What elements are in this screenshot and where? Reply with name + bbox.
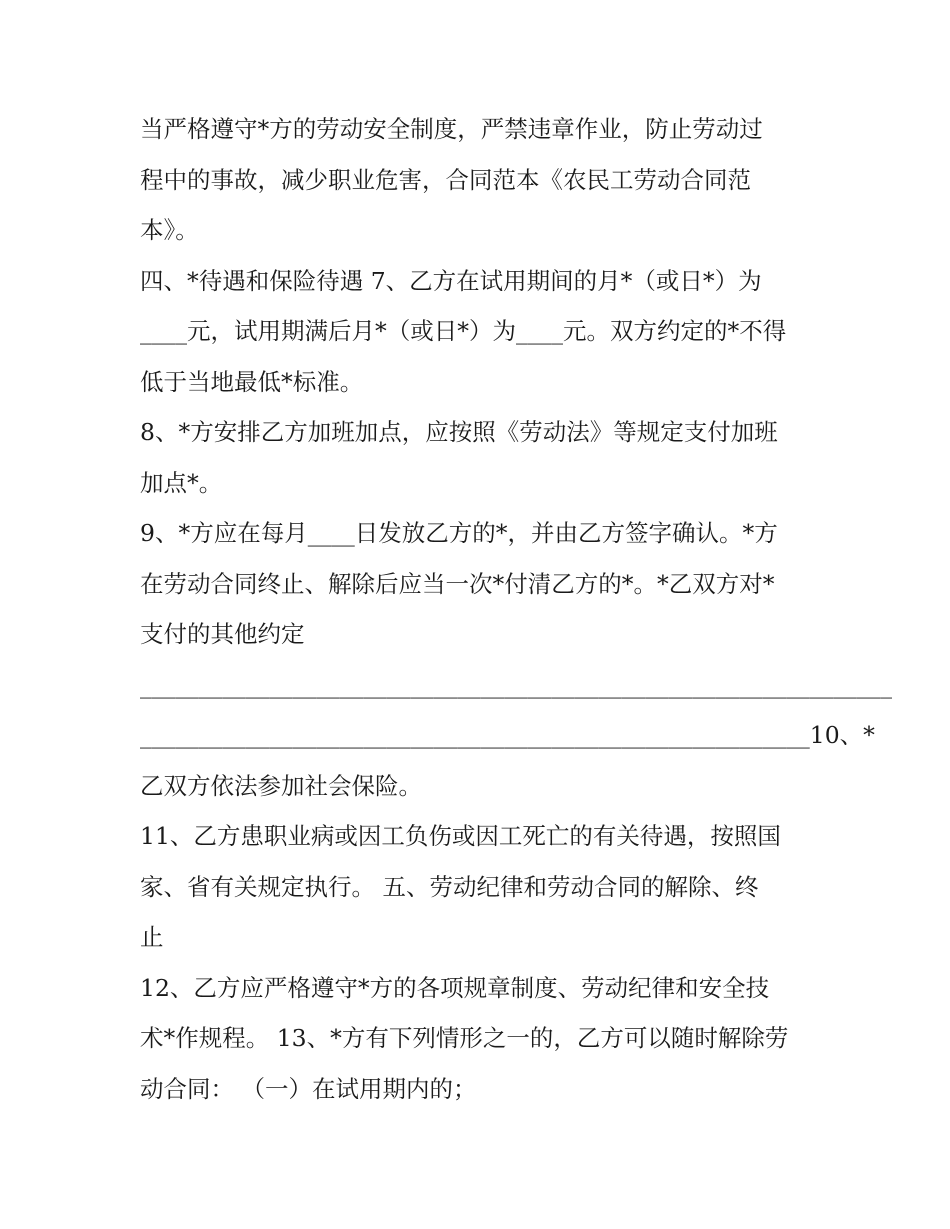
contract-text-body	[140, 104, 892, 1114]
text-line: 低于当地最低*标准。	[140, 367, 364, 396]
text-line: 加点*。	[140, 468, 223, 497]
text-line: 8、*方安排乙方加班加点，应按照《劳动法》等规定支付加班	[140, 418, 778, 446]
text-line: 术*作规程。 13、*方有下列情形之一的，乙方可以随时解除劳	[140, 1024, 789, 1052]
text-line: 乙双方依法参加社会保险。	[140, 771, 422, 800]
text-line: 当严格遵守*方的劳动安全制度，严禁违章作业，防止劳动过	[140, 115, 763, 143]
text-line: 程中的事故，减少职业危害，合同范本《农民工劳动合同范	[140, 165, 751, 194]
text-line: 动合同： （一）在试用期内的；	[140, 1074, 477, 1103]
text-line: 在劳动合同终止、解除后应当一次*付清乙方的*。*乙双方对*	[140, 569, 775, 598]
text-line: 11、乙方患职业病或因工负伤或因工死亡的有关待遇，按照国	[140, 822, 781, 850]
text-line: 止	[140, 923, 164, 951]
text-line: 12、乙方应严格遵守*方的各项规章制度、劳动纪律和安全技	[140, 973, 770, 1002]
text-line: 9、*方应在每月____日发放乙方的*，并由乙方签字确认。*方	[140, 519, 778, 547]
blank-fill-line: ________________________________________________________________	[140, 670, 892, 699]
text-line: 四、*待遇和保险待遇 7、乙方在试用期间的月*（或日*）为	[140, 266, 762, 295]
blank-fill-line: _________________________________________________________10、*	[140, 721, 875, 749]
text-line: 家、省有关规定执行。 五、劳动纪律和劳动合同的解除、终	[140, 872, 759, 901]
text-line: 本》。	[140, 216, 199, 244]
text-line: 支付的其他约定	[140, 620, 305, 648]
text-line: ____元，试用期满后月*（或日*）为____元。双方约定的*不得	[140, 317, 787, 345]
